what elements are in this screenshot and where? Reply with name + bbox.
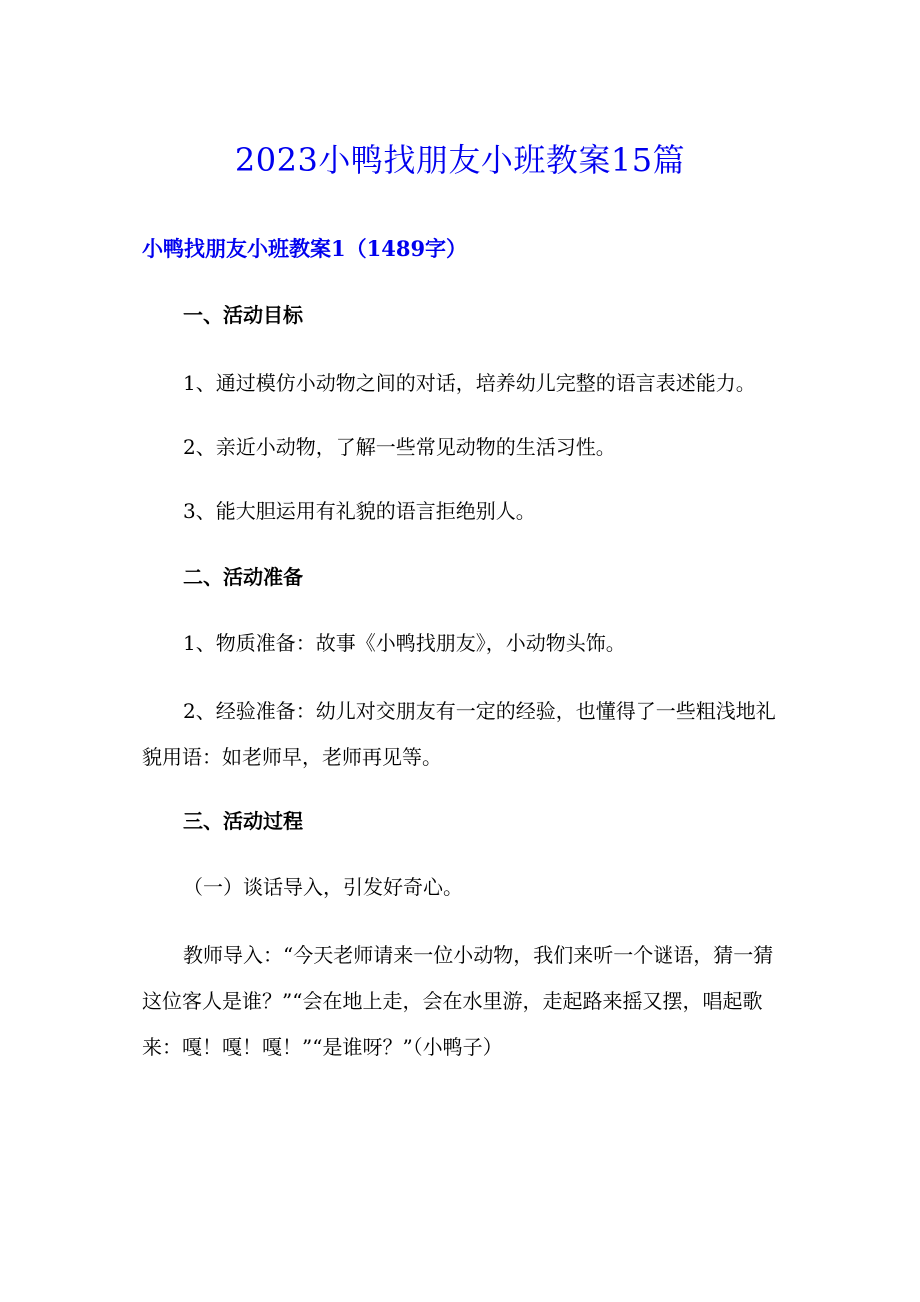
process-step-1: （一）谈话导入，引发好奇心。 — [183, 875, 463, 899]
heading-activity-preparation: 二、活动准备 — [183, 565, 303, 589]
section-heading: 小鸭找朋友小班教案1（1489字） — [142, 236, 468, 261]
heading-activity-goals: 一、活动目标 — [183, 303, 303, 327]
goal-item-1: 1、通过模仿小动物之间的对话，培养幼儿完整的语言表述能力。 — [183, 371, 756, 395]
goal-item-3: 3、能大胆运用有礼貌的语言拒绝别人。 — [183, 499, 536, 523]
process-step-1-text: 教师导入：“今天老师请来一位小动物，我们来听一个谜语，猜一猜这位客人是谁？”“会在地上走，会在水里游，走起路来摇又摆，唱起歌来：嘎！嘎！嘎！”“是谁呀？”（小鸭子） — [142, 943, 774, 1059]
goal-item-2: 2、亲近小动物，了解一些常见动物的生活习性。 — [183, 435, 616, 459]
document-title: 2023小鸭找朋友小班教案15篇 — [234, 141, 686, 179]
heading-activity-process: 三、活动过程 — [183, 809, 303, 833]
prep-item-2: 2、经验准备：幼儿对交朋友有一定的经验，也懂得了一些粗浅地礼貌用语：如老师早，老师再见等。 — [142, 699, 776, 769]
prep-item-1: 1、物质准备：故事《小鸭找朋友》，小动物头饰。 — [183, 631, 626, 655]
